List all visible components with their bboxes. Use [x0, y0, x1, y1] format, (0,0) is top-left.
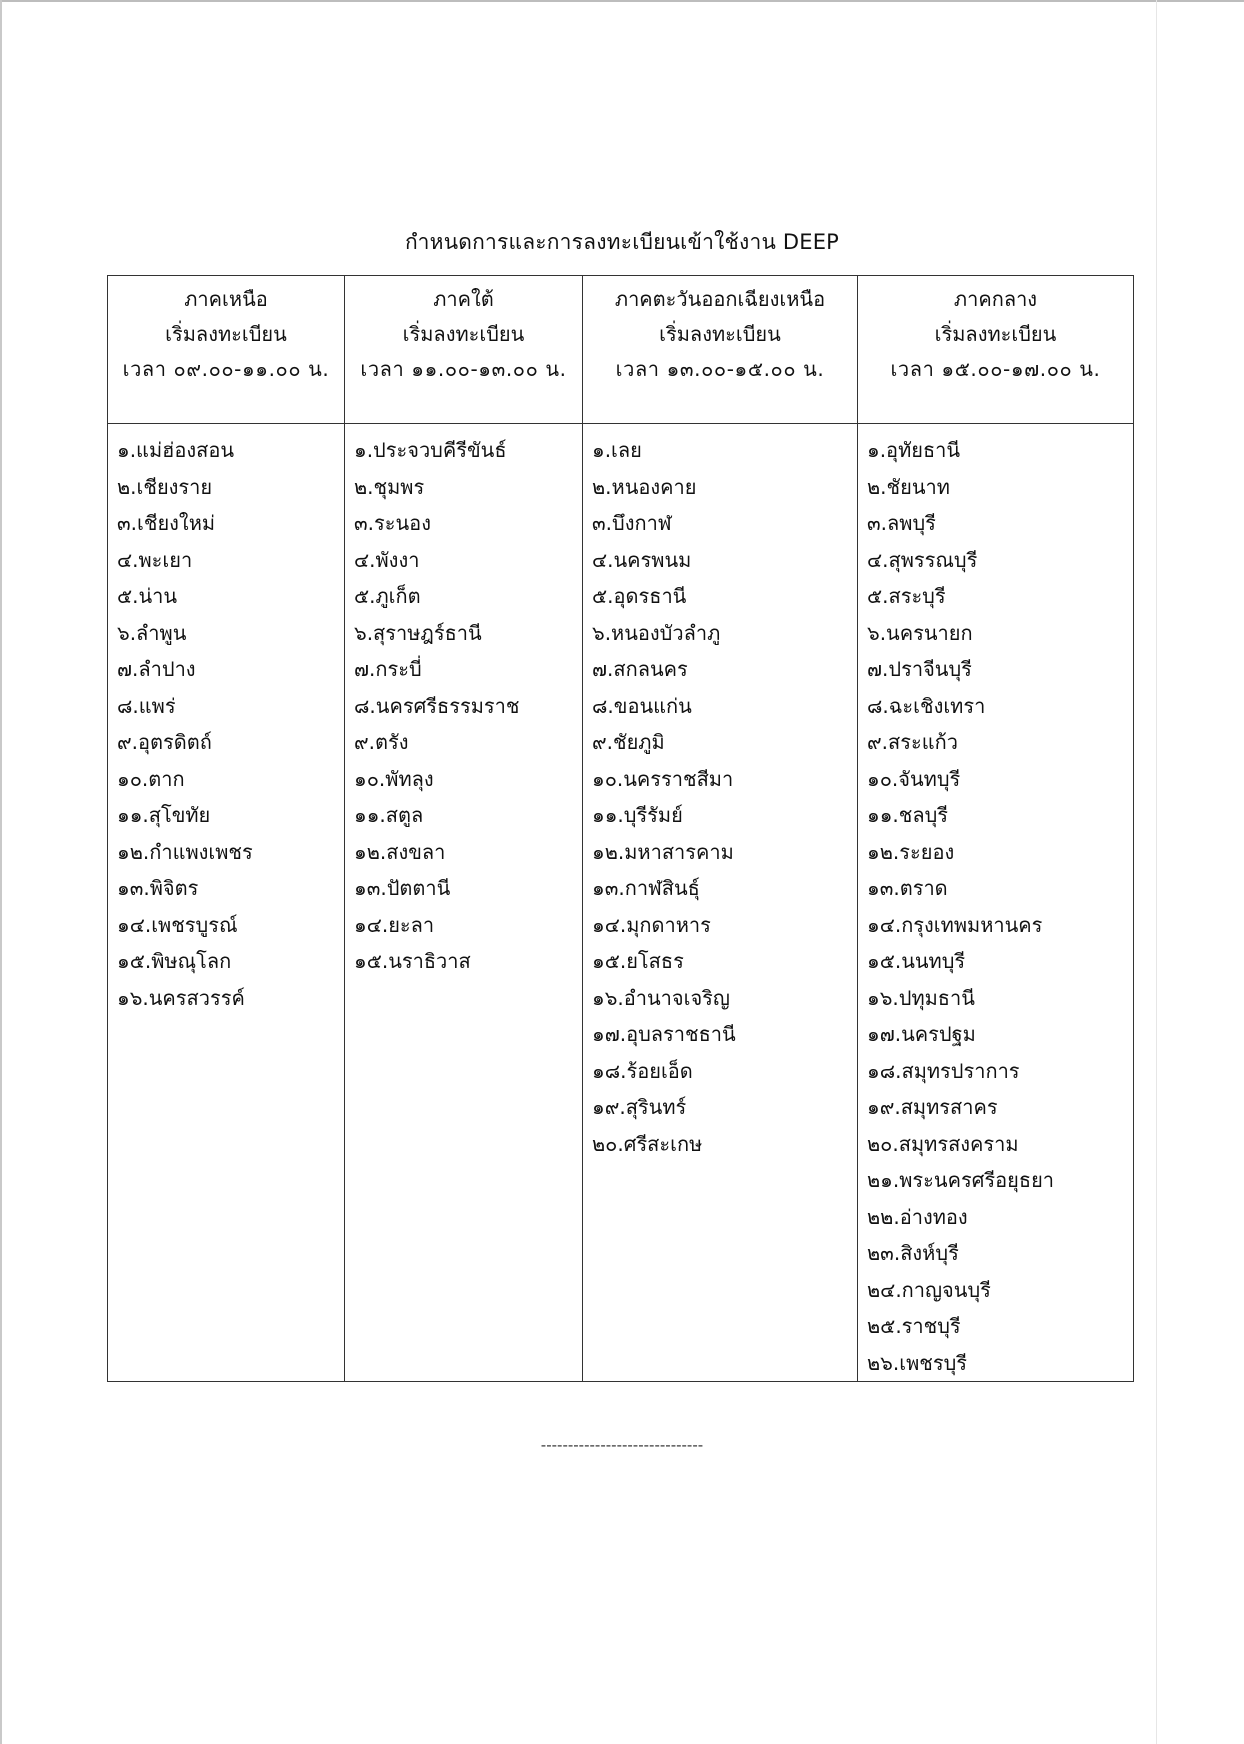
province-item: ๒๔.กาญจนบุรี	[867, 1277, 991, 1302]
province-item: ๘.ขอนแก่น	[592, 693, 692, 718]
register-time: เวลา ๑๑.๐๐-๑๓.๐๐ น.	[360, 357, 567, 381]
province-item: ๒๕.ราชบุรี	[867, 1314, 961, 1338]
province-item: ๑๒.ระยอง	[867, 839, 955, 864]
province-item: ๑๑.สตูล	[354, 803, 424, 827]
page-edge-left	[0, 0, 2, 1744]
province-item: ๑๓.ตราด	[867, 876, 948, 900]
province-item: ๘.แพร่	[117, 693, 176, 718]
province-item: ๑๗.อุบลราชธานี	[592, 1022, 736, 1046]
province-item: ๑๒.สงขลา	[354, 839, 446, 864]
page-edge-top	[0, 0, 1244, 2]
province-item: ๔.นครพนม	[592, 547, 692, 572]
province-item: ๑๔.กรุงเทพมหานคร	[867, 912, 1043, 937]
province-item: ๖.สุราษฎร์ธานี	[354, 620, 482, 645]
province-item: ๑๖.ปทุมธานี	[867, 985, 975, 1010]
province-item: ๓.บึงกาฬ	[592, 511, 672, 535]
province-item: ๓.เชียงใหม่	[117, 511, 216, 535]
province-item: ๑๓.พิจิตร	[117, 876, 199, 900]
province-item: ๑.เลย	[592, 438, 642, 462]
region-header-south	[345, 276, 583, 424]
province-item: ๑.แม่ฮ่องสอน	[117, 438, 235, 462]
register-label: เริ่มลงทะเบียน	[402, 322, 525, 346]
province-list-northeast	[583, 424, 858, 1382]
province-item: ๘.ฉะเชิงเทรา	[867, 693, 986, 718]
province-item: ๑๕.พิษณุโลก	[117, 949, 232, 973]
province-item: ๕.น่าน	[117, 584, 178, 608]
register-time: เวลา ๐๙.๐๐-๑๑.๐๐ น.	[122, 357, 330, 381]
province-item: ๕.ภูเก็ต	[354, 584, 421, 608]
region-header-northeast	[583, 276, 858, 424]
province-item: ๑๑.บุรีรัมย์	[592, 803, 683, 827]
province-item: ๙.สระแก้ว	[867, 730, 958, 754]
province-item: ๒๐.ศรีสะเกษ	[592, 1131, 703, 1156]
region-name: ภาคใต้	[433, 287, 494, 311]
register-label: เริ่มลงทะเบียน	[659, 322, 781, 346]
province-item: ๑๕.นนทบุรี	[867, 949, 966, 973]
province-item: ๑๖.อำนาจเจริญ	[592, 985, 730, 1010]
province-item: ๓.ระนอง	[354, 511, 431, 535]
province-list-central	[858, 424, 1134, 1382]
register-label: เริ่มลงทะเบียน	[934, 322, 1057, 346]
header-row	[108, 276, 1134, 424]
province-item: ๑๐.ตาก	[117, 766, 185, 791]
province-item: ๙.ชัยภูมิ	[592, 730, 665, 754]
province-item: ๑๘.ร้อยเอ็ด	[592, 1058, 693, 1083]
province-item: ๒๓.สิงห์บุรี	[867, 1241, 959, 1265]
province-item: ๑๒.กำแพงเพชร	[117, 839, 253, 864]
province-item: ๑๔.มุกดาหาร	[592, 912, 711, 937]
register-label: เริ่มลงทะเบียน	[165, 322, 287, 346]
provinces-row	[108, 424, 1134, 1382]
province-item: ๑๗.นครปฐม	[867, 1022, 976, 1046]
region-header-north	[108, 276, 345, 424]
province-item: ๑๙.สุรินทร์	[592, 1095, 687, 1119]
province-item: ๗.ลำปาง	[117, 657, 196, 681]
region-name: ภาคกลาง	[953, 287, 1038, 311]
province-item: ๖.นครนายก	[867, 620, 973, 645]
province-item: ๑๓.กาฬสินธุ์	[592, 876, 700, 900]
province-item: ๑๕.นราธิวาส	[354, 949, 471, 973]
province-item: ๒๑.พระนครศรีอยุธยา	[867, 1168, 1055, 1192]
province-item: ๒๒.อ่างทอง	[867, 1204, 968, 1229]
province-item: ๖.หนองบัวลำภู	[592, 620, 721, 645]
province-item: ๑๐.นครราชสีมา	[592, 766, 734, 791]
province-item: ๕.สระบุรี	[867, 584, 946, 608]
province-item: ๑๙.สมุทรสาคร	[867, 1095, 998, 1119]
end-separator: ------------------------------	[540, 1436, 704, 1454]
province-item: ๒.หนองคาย	[592, 474, 697, 499]
province-item: ๙.อุตรดิตถ์	[117, 730, 212, 754]
province-item: ๑๒.มหาสารคาม	[592, 839, 734, 864]
province-item: ๒๐.สมุทรสงคราม	[867, 1131, 1019, 1156]
province-item: ๒.ชุมพร	[354, 474, 425, 499]
region-header-central	[858, 276, 1134, 424]
province-item: ๒.ชัยนาท	[867, 474, 950, 499]
province-item: ๑๓.ปัตตานี	[354, 876, 451, 900]
province-item: ๑๑.ชลบุรี	[867, 803, 949, 827]
province-item: ๑๑.สุโขทัย	[117, 803, 211, 827]
page-edge-right	[1156, 0, 1157, 1744]
register-time: เวลา ๑๕.๐๐-๑๗.๐๐ น.	[890, 357, 1101, 381]
schedule-table	[107, 275, 1134, 1382]
province-item: ๑๔.เพชรบูรณ์	[117, 912, 238, 937]
province-item: ๔.สุพรรณบุรี	[867, 547, 978, 572]
province-item: ๑๐.จันทบุรี	[867, 766, 961, 791]
province-item: ๑๔.ยะลา	[354, 912, 435, 937]
province-item: ๒.เชียงราย	[117, 474, 213, 499]
province-item: ๑๘.สมุทรปราการ	[867, 1058, 1020, 1083]
province-item: ๑๐.พัทลุง	[354, 766, 434, 791]
register-time: เวลา ๑๓.๐๐-๑๕.๐๐ น.	[615, 357, 825, 381]
region-name: ภาคเหนือ	[184, 287, 268, 311]
province-item: ๒๖.เพชรบุรี	[867, 1350, 968, 1375]
province-item: ๓.ลพบุรี	[867, 511, 936, 535]
province-item: ๙.ตรัง	[354, 730, 409, 754]
document-title: กำหนดการและการลงทะเบียนเข้าใช้งาน DEEP	[404, 230, 840, 254]
province-item: ๔.พะเยา	[117, 547, 193, 572]
province-item: ๘.นครศรีธรรมราช	[354, 693, 520, 718]
province-list-north	[108, 424, 345, 1382]
province-list-south	[345, 424, 583, 1382]
province-item: ๔.พังงา	[354, 547, 420, 572]
province-item: ๑๖.นครสวรรค์	[117, 985, 245, 1010]
province-item: ๗.สกลนคร	[592, 657, 688, 681]
province-item: ๑.อุทัยธานี	[867, 438, 961, 462]
province-item: ๗.กระบี่	[354, 657, 422, 681]
province-item: ๑๕.ยโสธร	[592, 949, 684, 973]
region-name: ภาคตะวันออกเฉียงเหนือ	[614, 287, 826, 311]
province-item: ๑.ประจวบคีรีขันธ์	[354, 438, 507, 462]
province-item: ๕.อุดรธานี	[592, 584, 687, 608]
province-item: ๖.ลำพูน	[117, 620, 187, 645]
province-item: ๗.ปราจีนบุรี	[867, 657, 972, 681]
